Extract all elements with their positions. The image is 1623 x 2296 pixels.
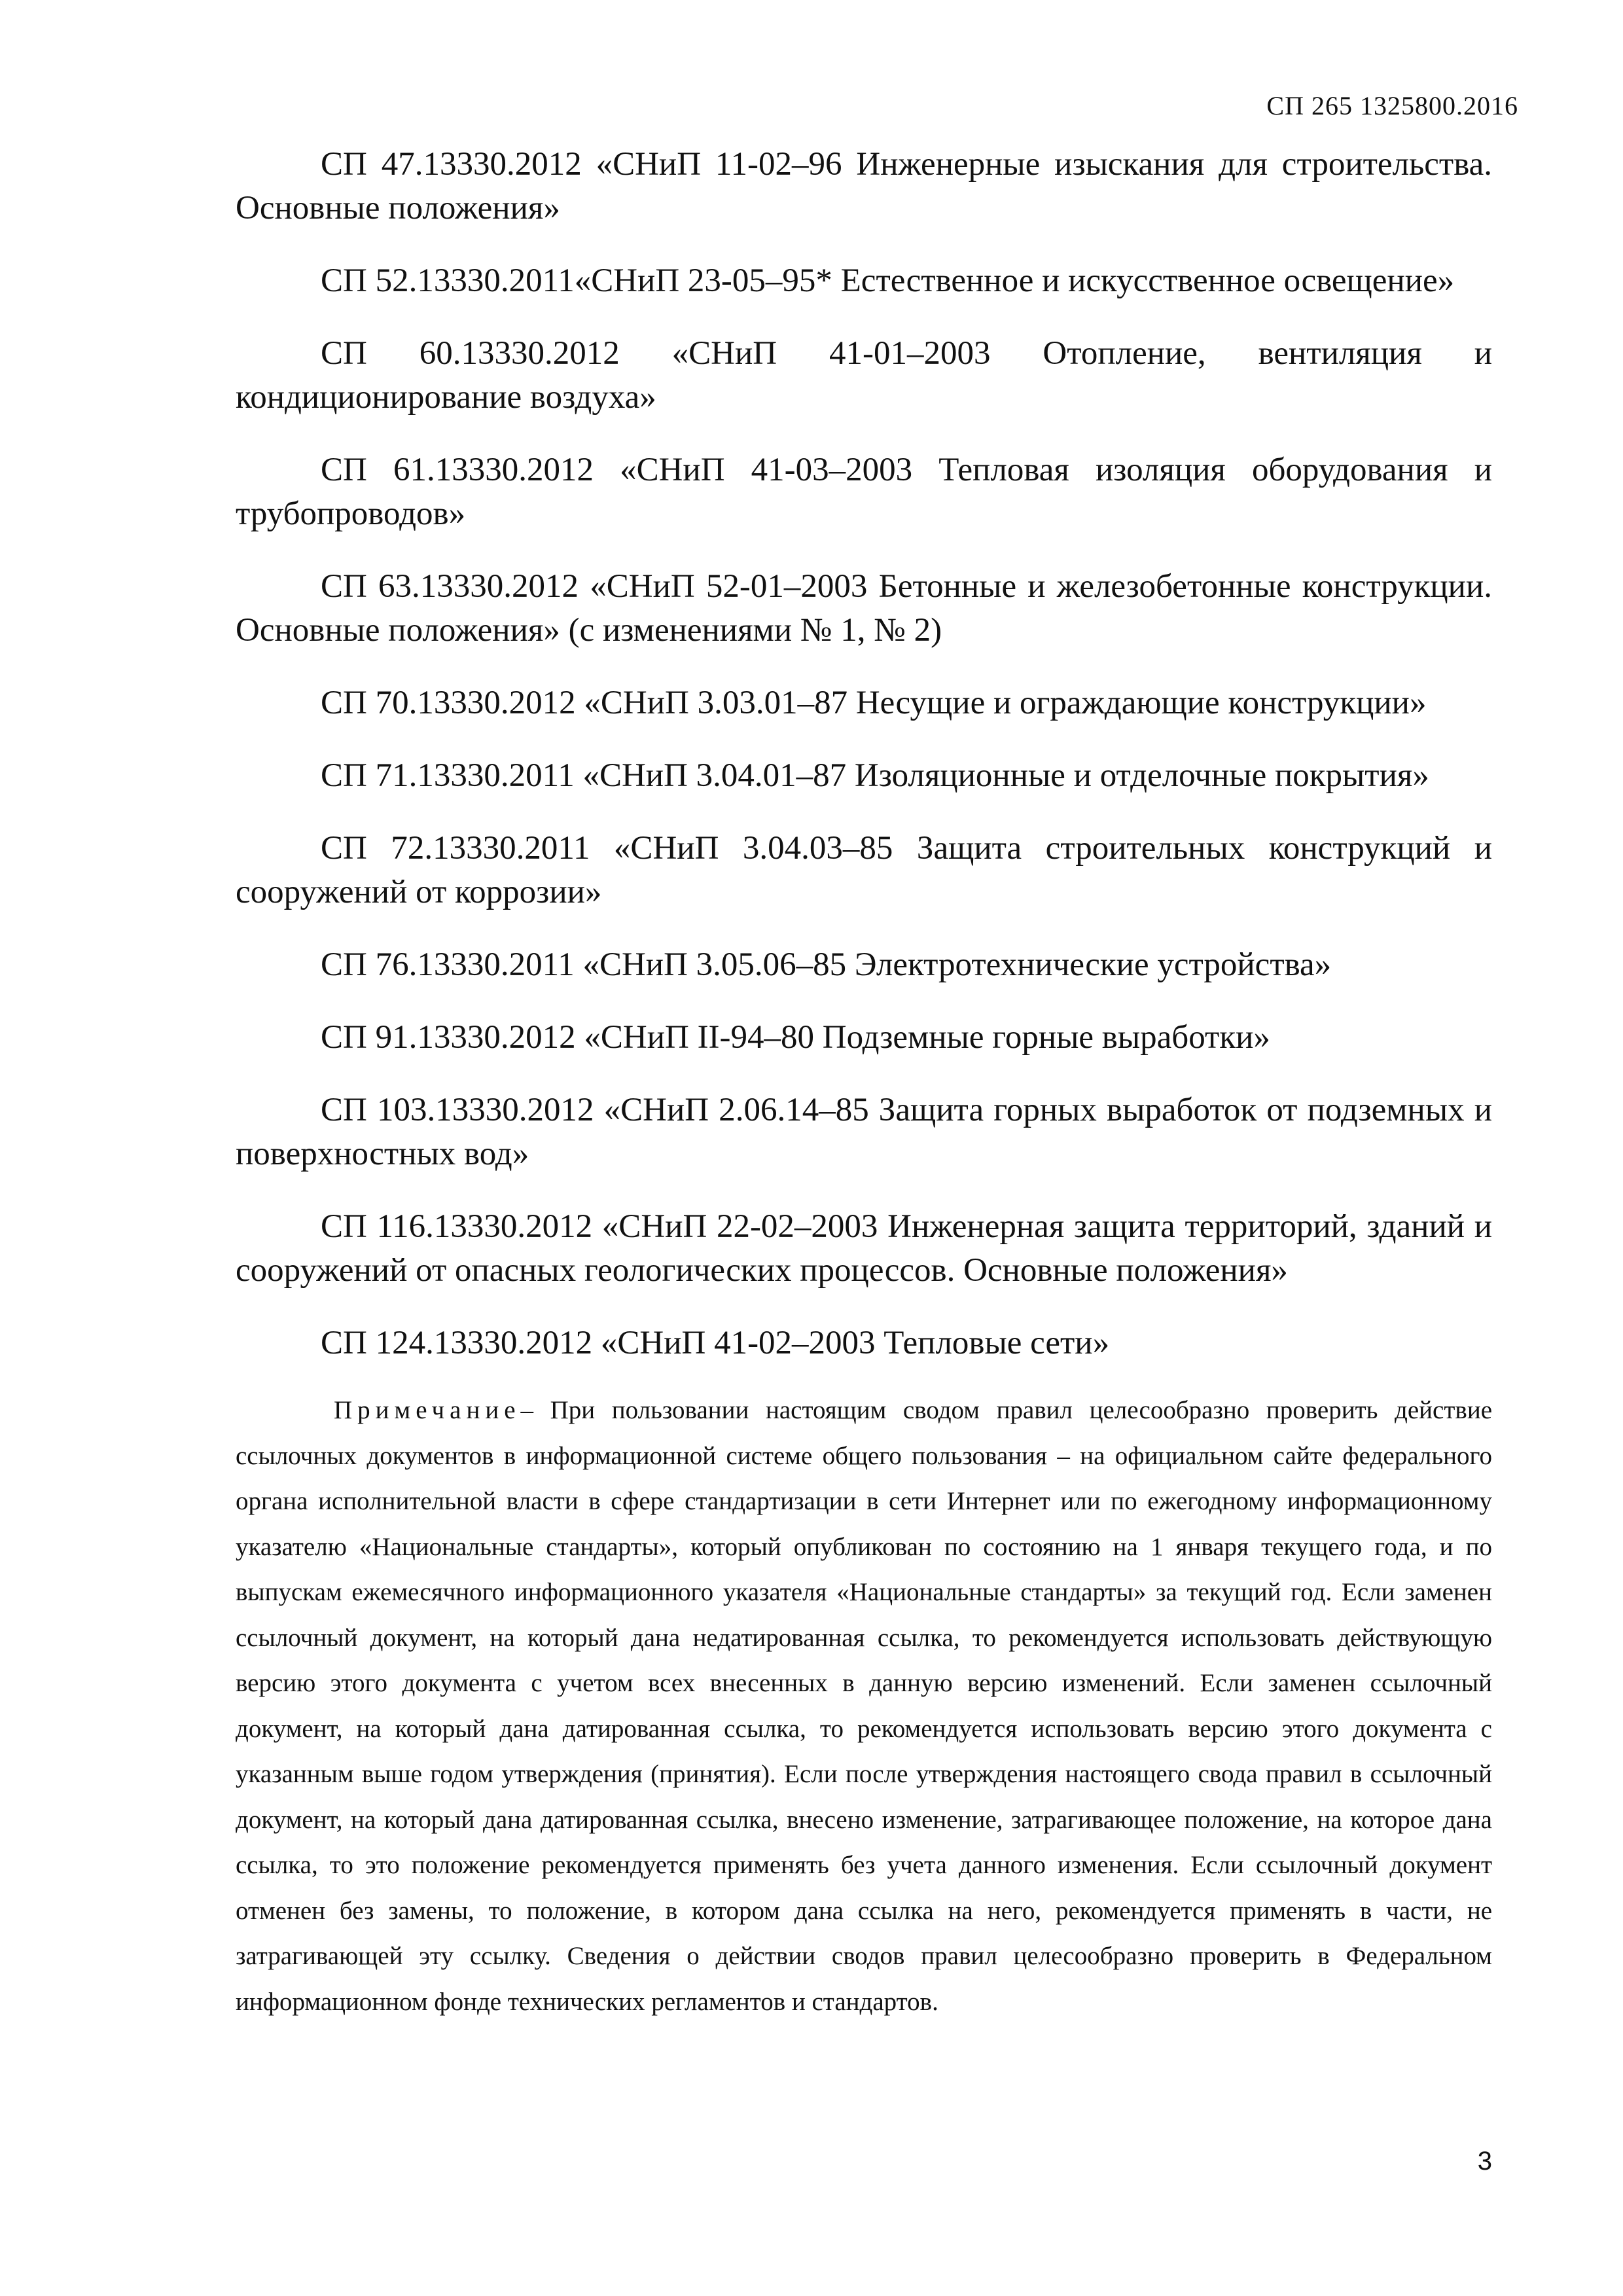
- note-paragraph: [236, 1388, 1492, 2024]
- note-text: – При пользовании настоящим сводом правил целесообразно проверить действие ссылочных документов в информационной системе общего пользования – на официальном сайте федерального органа исполнительной власти в сфере стандартизации в сети Интернет или по ежегодному информационному указателю «Национальные стандарты», который опубликован по состоянию на 1 января текущего года, и по выпускам ежемесячного информационного указателя «Национальные стандарты» за текущий год. Если заменен ссылочный документ, на который дана недатированная ссылка, то рекомендуется использовать действующую версию этого документа с учетом всех внесенных в данную версию изменений. Если заменен ссылочный документ, на который дана датированная ссылка, то рекомендуется использовать версию этого документа с указанным выше годом утверждения (принятия). Если после утверждения настоящего свода правил в ссылочный документ, на который дана датированная ссылка, внесено изменение, затрагивающее положение, на которое дана ссылка, то это положение рекомендуется применять без учета данного изменения. Если ссылочный документ отменен без замены, то положение, в котором дана ссылка на него, рекомендуется применять в части, не затрагивающей эту ссылку. Сведения о действии сводов правил целесообразно проверить в Федеральном информационном фонде технических регламентов и стандартов.: [236, 1396, 1492, 2016]
- reference-item: СП 76.13330.2011 «СНиП 3.05.06–85 Электротехнические устройства»: [321, 946, 1332, 983]
- reference-item: СП 116.13330.2012 «СНиП 22-02–2003 Инженерная защита территорий, зданий и сооружений от опасных геологических процессов. Основные положения»: [236, 1208, 1492, 1289]
- references-list: [236, 143, 1492, 1394]
- reference-item: СП 91.13330.2012 «СНиП II-94–80 Подземные горные выработки»: [321, 1019, 1270, 1056]
- reference-item: СП 70.13330.2012 «СНиП 3.03.01–87 Несущие и ограждающие конструкции»: [321, 685, 1427, 721]
- reference-item: СП 124.13330.2012 «СНиП 41-02–2003 Тепловые сети»: [321, 1325, 1110, 1361]
- page-number: 3: [1477, 2147, 1492, 2176]
- note-heading: Примечание: [334, 1396, 521, 1424]
- document-code: СП 265 1325800.2016: [1266, 91, 1518, 120]
- reference-item: СП 52.13330.2011«СНиП 23-05–95* Естественное и искусственное освещение»: [321, 262, 1455, 299]
- reference-item: СП 60.13330.2012 «СНиП 41-01–2003 Отопление, вентиляция и кондиционирование воздуха»: [236, 335, 1492, 416]
- reference-item: СП 71.13330.2011 «СНиП 3.04.01–87 Изоляционные и отделочные покрытия»: [321, 757, 1429, 794]
- reference-item: СП 47.13330.2012 «СНиП 11-02–96 Инженерные изыскания для строительства. Основные положения»: [236, 146, 1492, 226]
- reference-item: СП 63.13330.2012 «СНиП 52-01–2003 Бетонные и железобетонные конструкции. Основные положения» (с изменениями № 1, № 2): [236, 568, 1492, 649]
- reference-item: СП 61.13330.2012 «СНиП 41-03–2003 Тепловая изоляция оборудования и трубопроводов»: [236, 452, 1492, 532]
- reference-item: СП 72.13330.2011 «СНиП 3.04.03–85 Защита строительных конструкций и сооружений от коррозии»: [236, 830, 1492, 910]
- reference-item: СП 103.13330.2012 «СНиП 2.06.14–85 Защита горных выработок от подземных и поверхностных вод»: [236, 1092, 1492, 1172]
